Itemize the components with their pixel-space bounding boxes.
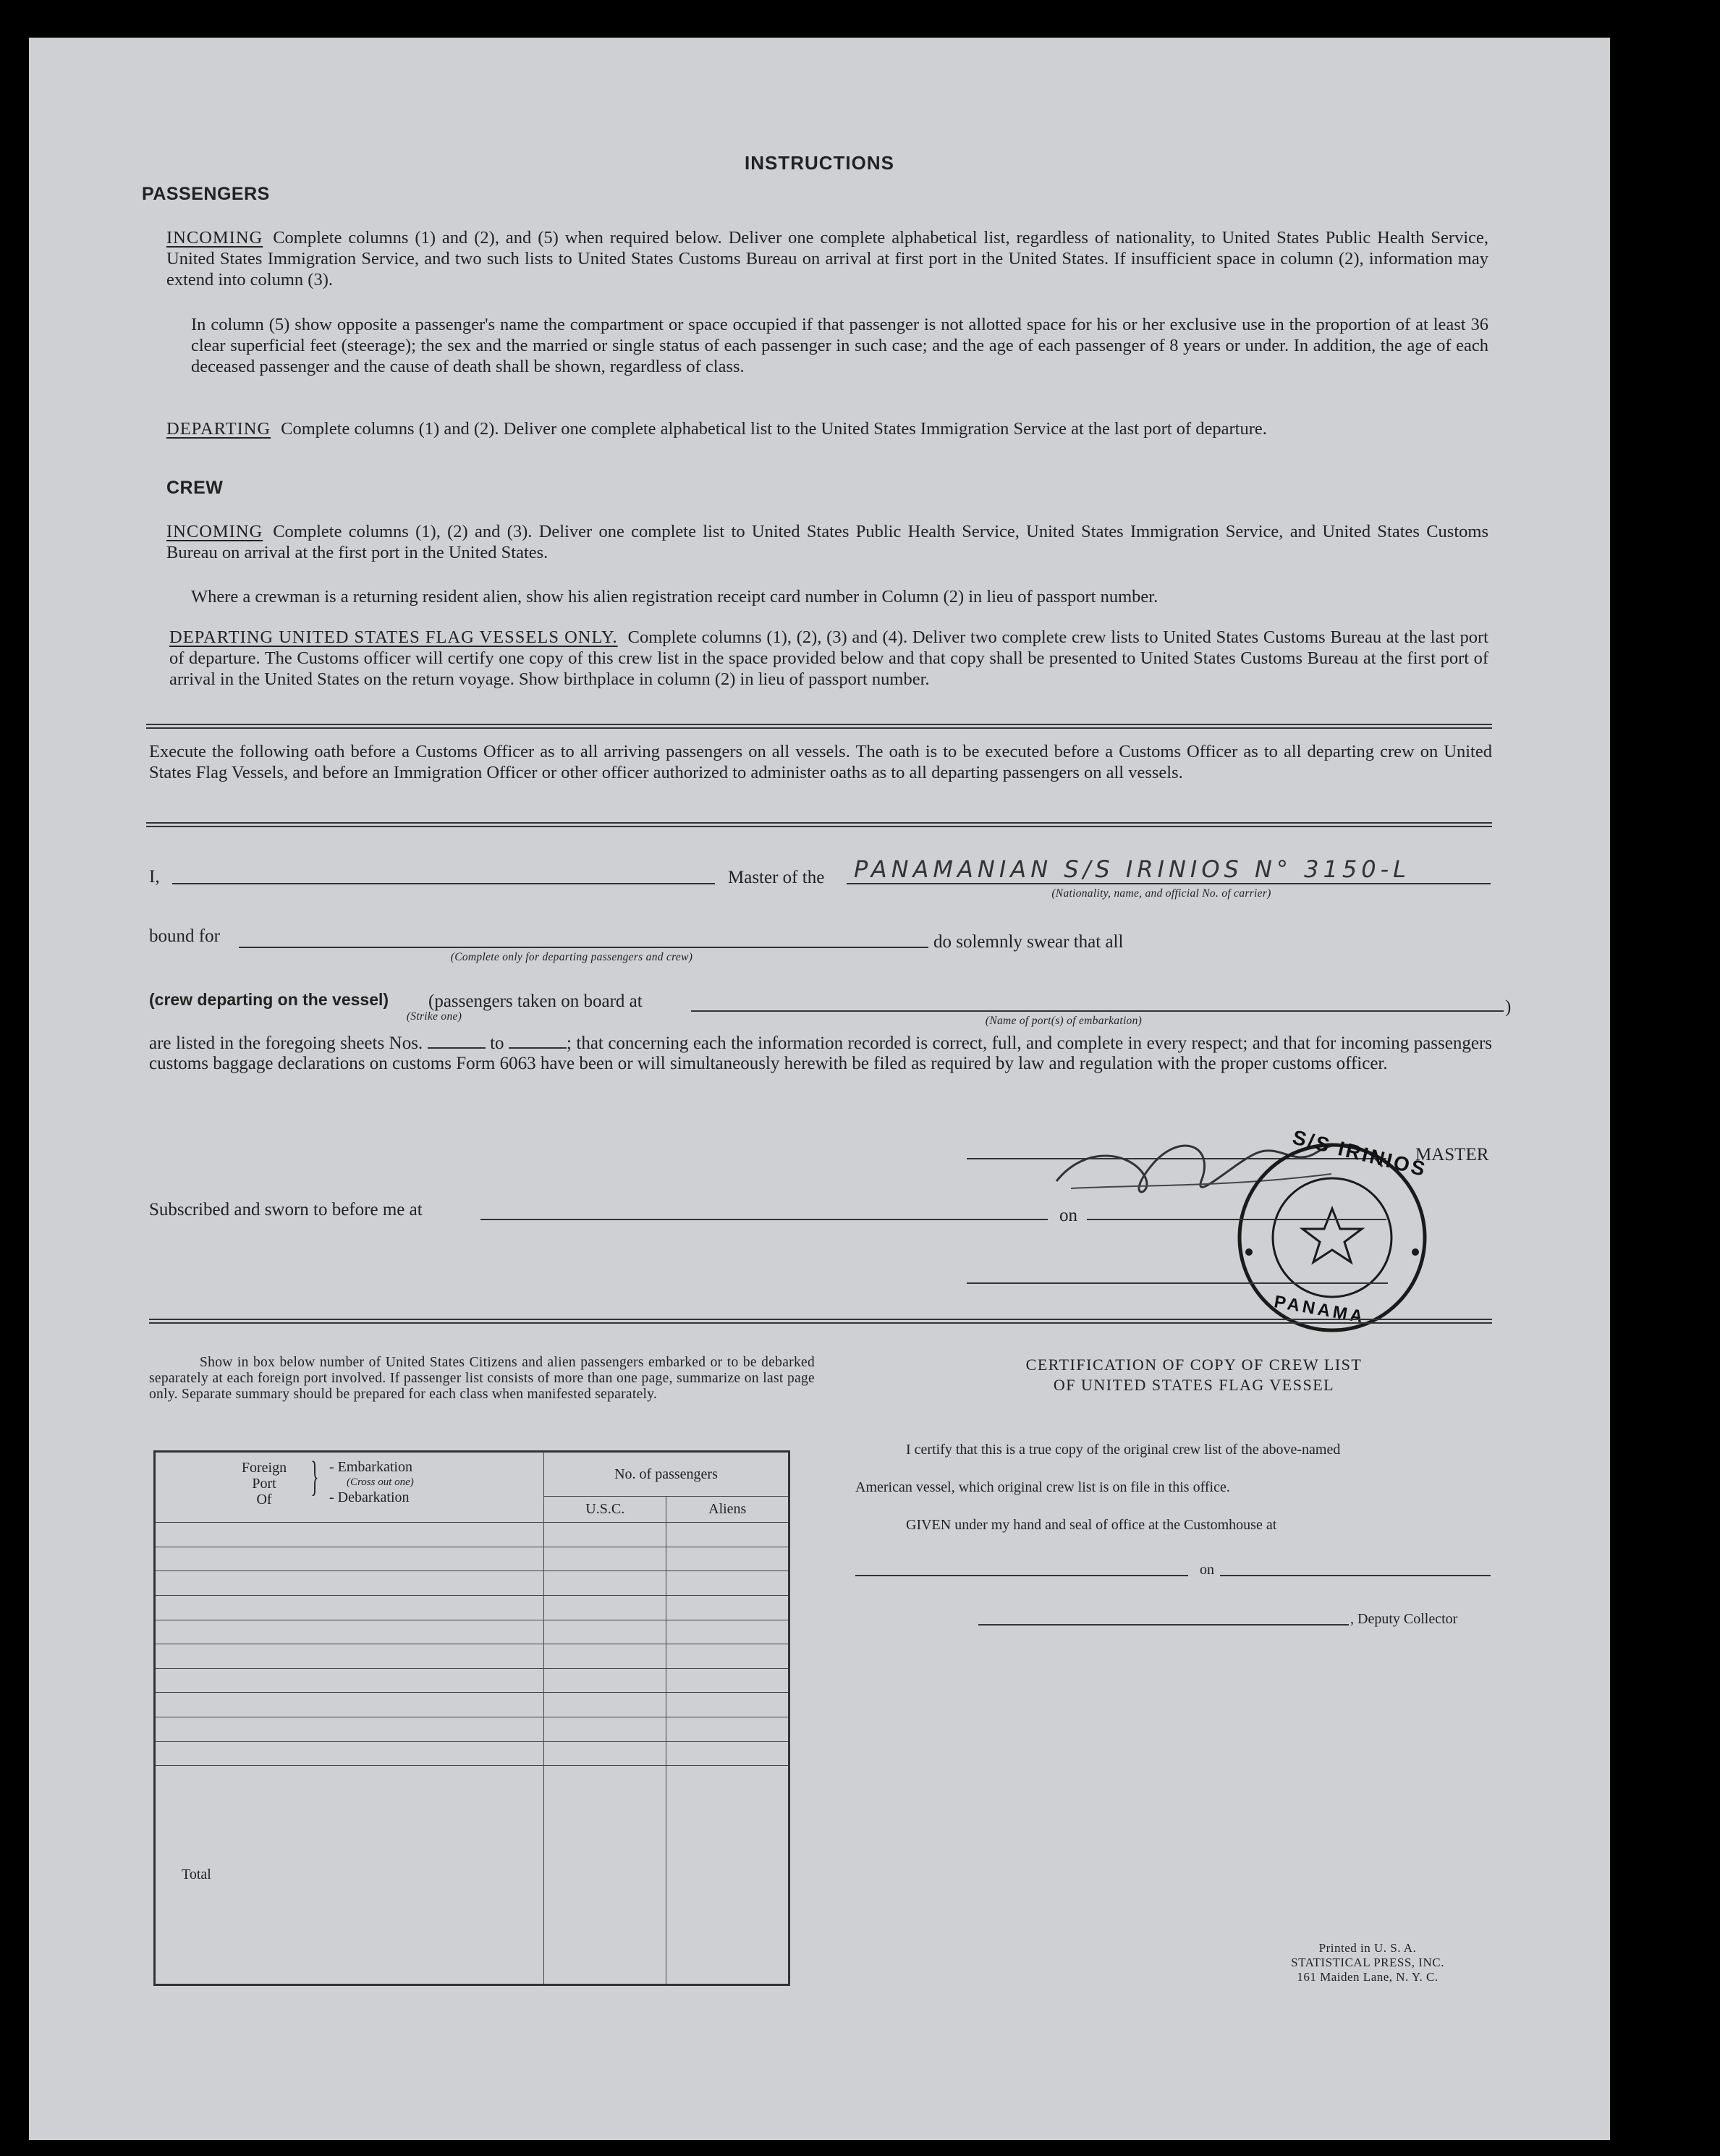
- passengers-departing-text: Complete columns (1) and (2). Deliver one complete alphabetical list to the United States Immigration Service at the last port of departure.: [281, 419, 1267, 439]
- table-row: [155, 1741, 789, 1766]
- passengers-taken-label: (passengers taken on board at: [428, 992, 643, 1011]
- table-row: [155, 1717, 789, 1742]
- oath-listed-paragraph: [149, 1033, 1492, 1074]
- cross-out-caption: (Cross out one): [347, 1476, 414, 1488]
- table-row: [155, 1693, 789, 1717]
- bound-for-label: bound for: [149, 926, 220, 946]
- of-label: Of: [256, 1492, 272, 1508]
- printer-imprint: [1259, 1941, 1476, 1984]
- given-line: GIVEN under my hand and seal of office at the Customhouse at: [906, 1517, 1277, 1533]
- crew-heading: CREW: [166, 478, 224, 498]
- certification-title: [883, 1355, 1505, 1395]
- divider-double: [149, 1319, 1492, 1324]
- embarkation-port-field[interactable]: [691, 1010, 1504, 1012]
- certification-title-line2: OF UNITED STATES FLAG VESSEL: [1053, 1376, 1335, 1394]
- subscribed-label: Subscribed and sworn to before me at: [149, 1200, 423, 1219]
- certification-title-line1: CERTIFICATION OF COPY OF CREW LIST: [1025, 1356, 1363, 1374]
- cert-on-label: on: [1200, 1562, 1214, 1578]
- table-row: [155, 1668, 789, 1693]
- aliens-cell[interactable]: [666, 1668, 789, 1693]
- usc-cell[interactable]: [543, 1693, 666, 1717]
- port-cell[interactable]: [155, 1668, 544, 1693]
- port-label: Port: [252, 1476, 276, 1492]
- port-cell[interactable]: [155, 1693, 544, 1717]
- aliens-cell[interactable]: [666, 1571, 789, 1596]
- vessel-handwritten: PANAMANIAN S/S IRINIOS N° 3150-L: [854, 855, 1410, 883]
- port-cell[interactable]: [155, 1644, 544, 1669]
- foreign-label: Foreign: [241, 1460, 287, 1476]
- stamp-top-text: S/S IRINIOS: [1290, 1125, 1430, 1181]
- usc-cell[interactable]: [543, 1571, 666, 1596]
- deputy-collector-signature[interactable]: [978, 1624, 1349, 1626]
- usc-cell[interactable]: [543, 1644, 666, 1669]
- crew-departing-option: [149, 990, 389, 1010]
- table-row: [155, 1547, 789, 1571]
- passenger-summary-table: [153, 1450, 790, 1986]
- summary-instructions: Show in box below number of United States Citizens and alien passengers embarked or to be debarked separately at each foreign port involved. If passenger list consists of more than one page, summarize on last page only. Separate summary should be prepared for each class when manifested separately.: [149, 1355, 815, 1402]
- cert-date-field[interactable]: [1220, 1575, 1491, 1576]
- crew-incoming-paragraph: [166, 521, 1488, 563]
- bound-for-field[interactable]: [239, 947, 928, 948]
- sheet-to-field[interactable]: [509, 1034, 567, 1049]
- port-caption: (Name of port(s) of embarkation): [985, 1015, 1143, 1027]
- passengers-departing-label: DEPARTING: [166, 419, 271, 439]
- vessel-caption: (Nationality, name, and official No. of carrier): [1051, 887, 1271, 900]
- usc-total-cell[interactable]: [543, 1766, 666, 1985]
- crew-departing-paragraph: [169, 627, 1488, 690]
- close-paren: ): [1505, 997, 1512, 1017]
- port-cell[interactable]: [155, 1741, 544, 1766]
- aliens-cell[interactable]: [666, 1717, 789, 1742]
- table-row: [155, 1620, 789, 1644]
- aliens-cell[interactable]: [666, 1644, 789, 1669]
- crew-departing-strike: (crew departing on the vessel): [149, 990, 389, 1009]
- vessel-seal-stamp: [1227, 1125, 1437, 1339]
- foreign-port-of-labels: [228, 1460, 300, 1508]
- master-label: MASTER: [1415, 1145, 1489, 1164]
- page-title: INSTRUCTIONS: [745, 152, 894, 174]
- sheet-from-field[interactable]: [428, 1034, 486, 1049]
- usc-cell[interactable]: [543, 1547, 666, 1571]
- vessel-field[interactable]: [847, 883, 1491, 884]
- swear-label: do solemnly swear that all: [933, 932, 1124, 952]
- aliens-cell[interactable]: [666, 1547, 789, 1571]
- passengers-heading: PASSENGERS: [142, 184, 270, 204]
- divider-double: [146, 822, 1492, 827]
- oath-i-label: I,: [149, 867, 160, 887]
- printer-line3: 161 Maiden Lane, N. Y. C.: [1297, 1970, 1439, 1984]
- form-page: [29, 38, 1610, 2140]
- total-label: Total: [155, 1766, 544, 1985]
- divider-double: [146, 724, 1492, 729]
- aliens-total-cell[interactable]: [666, 1766, 789, 1985]
- passengers-departing-paragraph: [166, 418, 1488, 439]
- port-cell[interactable]: [155, 1547, 544, 1571]
- aliens-cell[interactable]: [666, 1741, 789, 1766]
- sworn-date-field[interactable]: [1087, 1219, 1386, 1220]
- crew-departing-text: Complete columns (1), (2), (3) and (4). Deliver two complete crew lists to United States Customs Bureau at the last port of departure. The Customs officer will certify one copy of this crew list in the space provided below and that copy shall be presented to United States Customs Bureau at the first port of arrival in the United States on the return voyage. Show birthplace in column (2) in lieu of passport number.: [169, 627, 1488, 689]
- strike-one-caption: (Strike one): [406, 1010, 462, 1023]
- certify-line1: I certify that this is a true copy of the original crew list of the above-named: [906, 1442, 1341, 1458]
- passengers-incoming-paragraph: [166, 227, 1488, 290]
- total-row: [155, 1766, 789, 1985]
- port-cell[interactable]: [155, 1523, 544, 1547]
- bound-for-caption: (Complete only for departing passengers and crew): [450, 951, 693, 963]
- port-cell[interactable]: [155, 1571, 544, 1596]
- master-of-label: Master of the: [728, 868, 825, 887]
- listed-prefix: are listed in the foregoing sheets Nos.: [149, 1033, 423, 1053]
- printer-line1: Printed in U. S. A.: [1318, 1941, 1417, 1955]
- table-row: [155, 1523, 789, 1547]
- aliens-cell[interactable]: [666, 1693, 789, 1717]
- usc-cell[interactable]: [543, 1717, 666, 1742]
- stamp-bottom-text: PANAMA: [1272, 1292, 1368, 1327]
- usc-cell[interactable]: [543, 1595, 666, 1620]
- deputy-collector-label: , Deputy Collector: [1350, 1611, 1458, 1627]
- crew-returning-paragraph: Where a crewman is a returning resident alien, show his alien registration receipt card number in Column (2) in lieu of passport number.: [191, 587, 1158, 606]
- no-of-passengers-header: No. of passengers: [543, 1452, 789, 1497]
- to-label: to: [490, 1033, 504, 1053]
- aliens-header: Aliens: [666, 1497, 789, 1523]
- passengers-incoming-text: Complete columns (1) and (2), and (5) when required below. Deliver one complete alphabetical list, regardless of nationality, to United States Public Health Service, United States Immigration Service, and two such lists to United States Customs Bureau on arrival at first port in the United States. If insufficient space in column (2), information may extend into column (3).: [166, 228, 1488, 289]
- port-cell[interactable]: [155, 1620, 544, 1644]
- listed-rest: ; that concerning each the information recorded is correct, full, and complete in every respect; and that for incoming passengers customs baggage declarations on customs Form 6063 have been or will simultaneously herewith be filed as required by law and regulation with the proper customs officer.: [149, 1033, 1492, 1073]
- table-row: [155, 1595, 789, 1620]
- certify-line2: American vessel, which original crew list is on file in this office.: [855, 1479, 1230, 1495]
- oath-instructions: Execute the following oath before a Customs Officer as to all arriving passengers on all vessels. The oath is to be executed before a Customs Officer as to all departing crew on United States Flag Vessels, and before an Immigration Officer or other officer authorized to administer oaths as to all departing passengers on all vessels.: [149, 742, 1492, 782]
- crew-departing-label: DEPARTING UNITED STATES FLAG VESSELS ONLY.: [169, 627, 618, 647]
- foreign-port-header: [155, 1452, 544, 1523]
- aliens-cell[interactable]: [666, 1595, 789, 1620]
- officer-signature-line[interactable]: [967, 1282, 1388, 1284]
- table-row: [155, 1571, 789, 1596]
- embarkation-label[interactable]: - Embarkation: [329, 1459, 412, 1475]
- debarkation-label[interactable]: - Debarkation: [329, 1489, 410, 1505]
- table-row: [155, 1644, 789, 1669]
- sworn-on-label: on: [1059, 1206, 1077, 1225]
- embark-debark-options: [329, 1460, 414, 1505]
- master-name-field[interactable]: [172, 883, 715, 884]
- crew-incoming-label: INCOMING: [166, 522, 263, 541]
- passengers-column5-paragraph: In column (5) show opposite a passenger's name the compartment or space occupied if that passenger is not allotted space for his or her exclusive use in the proportion of at least 36 clear superficial feet (steerage); the sex and the married or single status of each passenger in such case; and the age of each passenger of 8 years or under. In addition, the age of each deceased passenger and the cause of death shall be shown, regardless of class.: [191, 315, 1488, 376]
- customhouse-field[interactable]: [855, 1575, 1188, 1576]
- brace-icon: }: [310, 1453, 319, 1500]
- port-cell[interactable]: [155, 1595, 544, 1620]
- aliens-cell[interactable]: [666, 1523, 789, 1547]
- crew-incoming-text: Complete columns (1), (2) and (3). Deliver one complete list to United States Public Health Service, United States Immigration Service, and United States Customs Bureau on arrival at the first port in the United States.: [166, 522, 1488, 562]
- usc-cell[interactable]: [543, 1620, 666, 1644]
- usc-cell[interactable]: [543, 1741, 666, 1766]
- usc-header: U.S.C.: [543, 1497, 666, 1523]
- passengers-incoming-label: INCOMING: [166, 228, 263, 248]
- port-cell[interactable]: [155, 1717, 544, 1742]
- usc-cell[interactable]: [543, 1523, 666, 1547]
- usc-cell[interactable]: [543, 1668, 666, 1693]
- printer-line2: STATISTICAL PRESS, INC.: [1291, 1956, 1444, 1969]
- sworn-place-field[interactable]: [480, 1219, 1048, 1220]
- aliens-cell[interactable]: [666, 1620, 789, 1644]
